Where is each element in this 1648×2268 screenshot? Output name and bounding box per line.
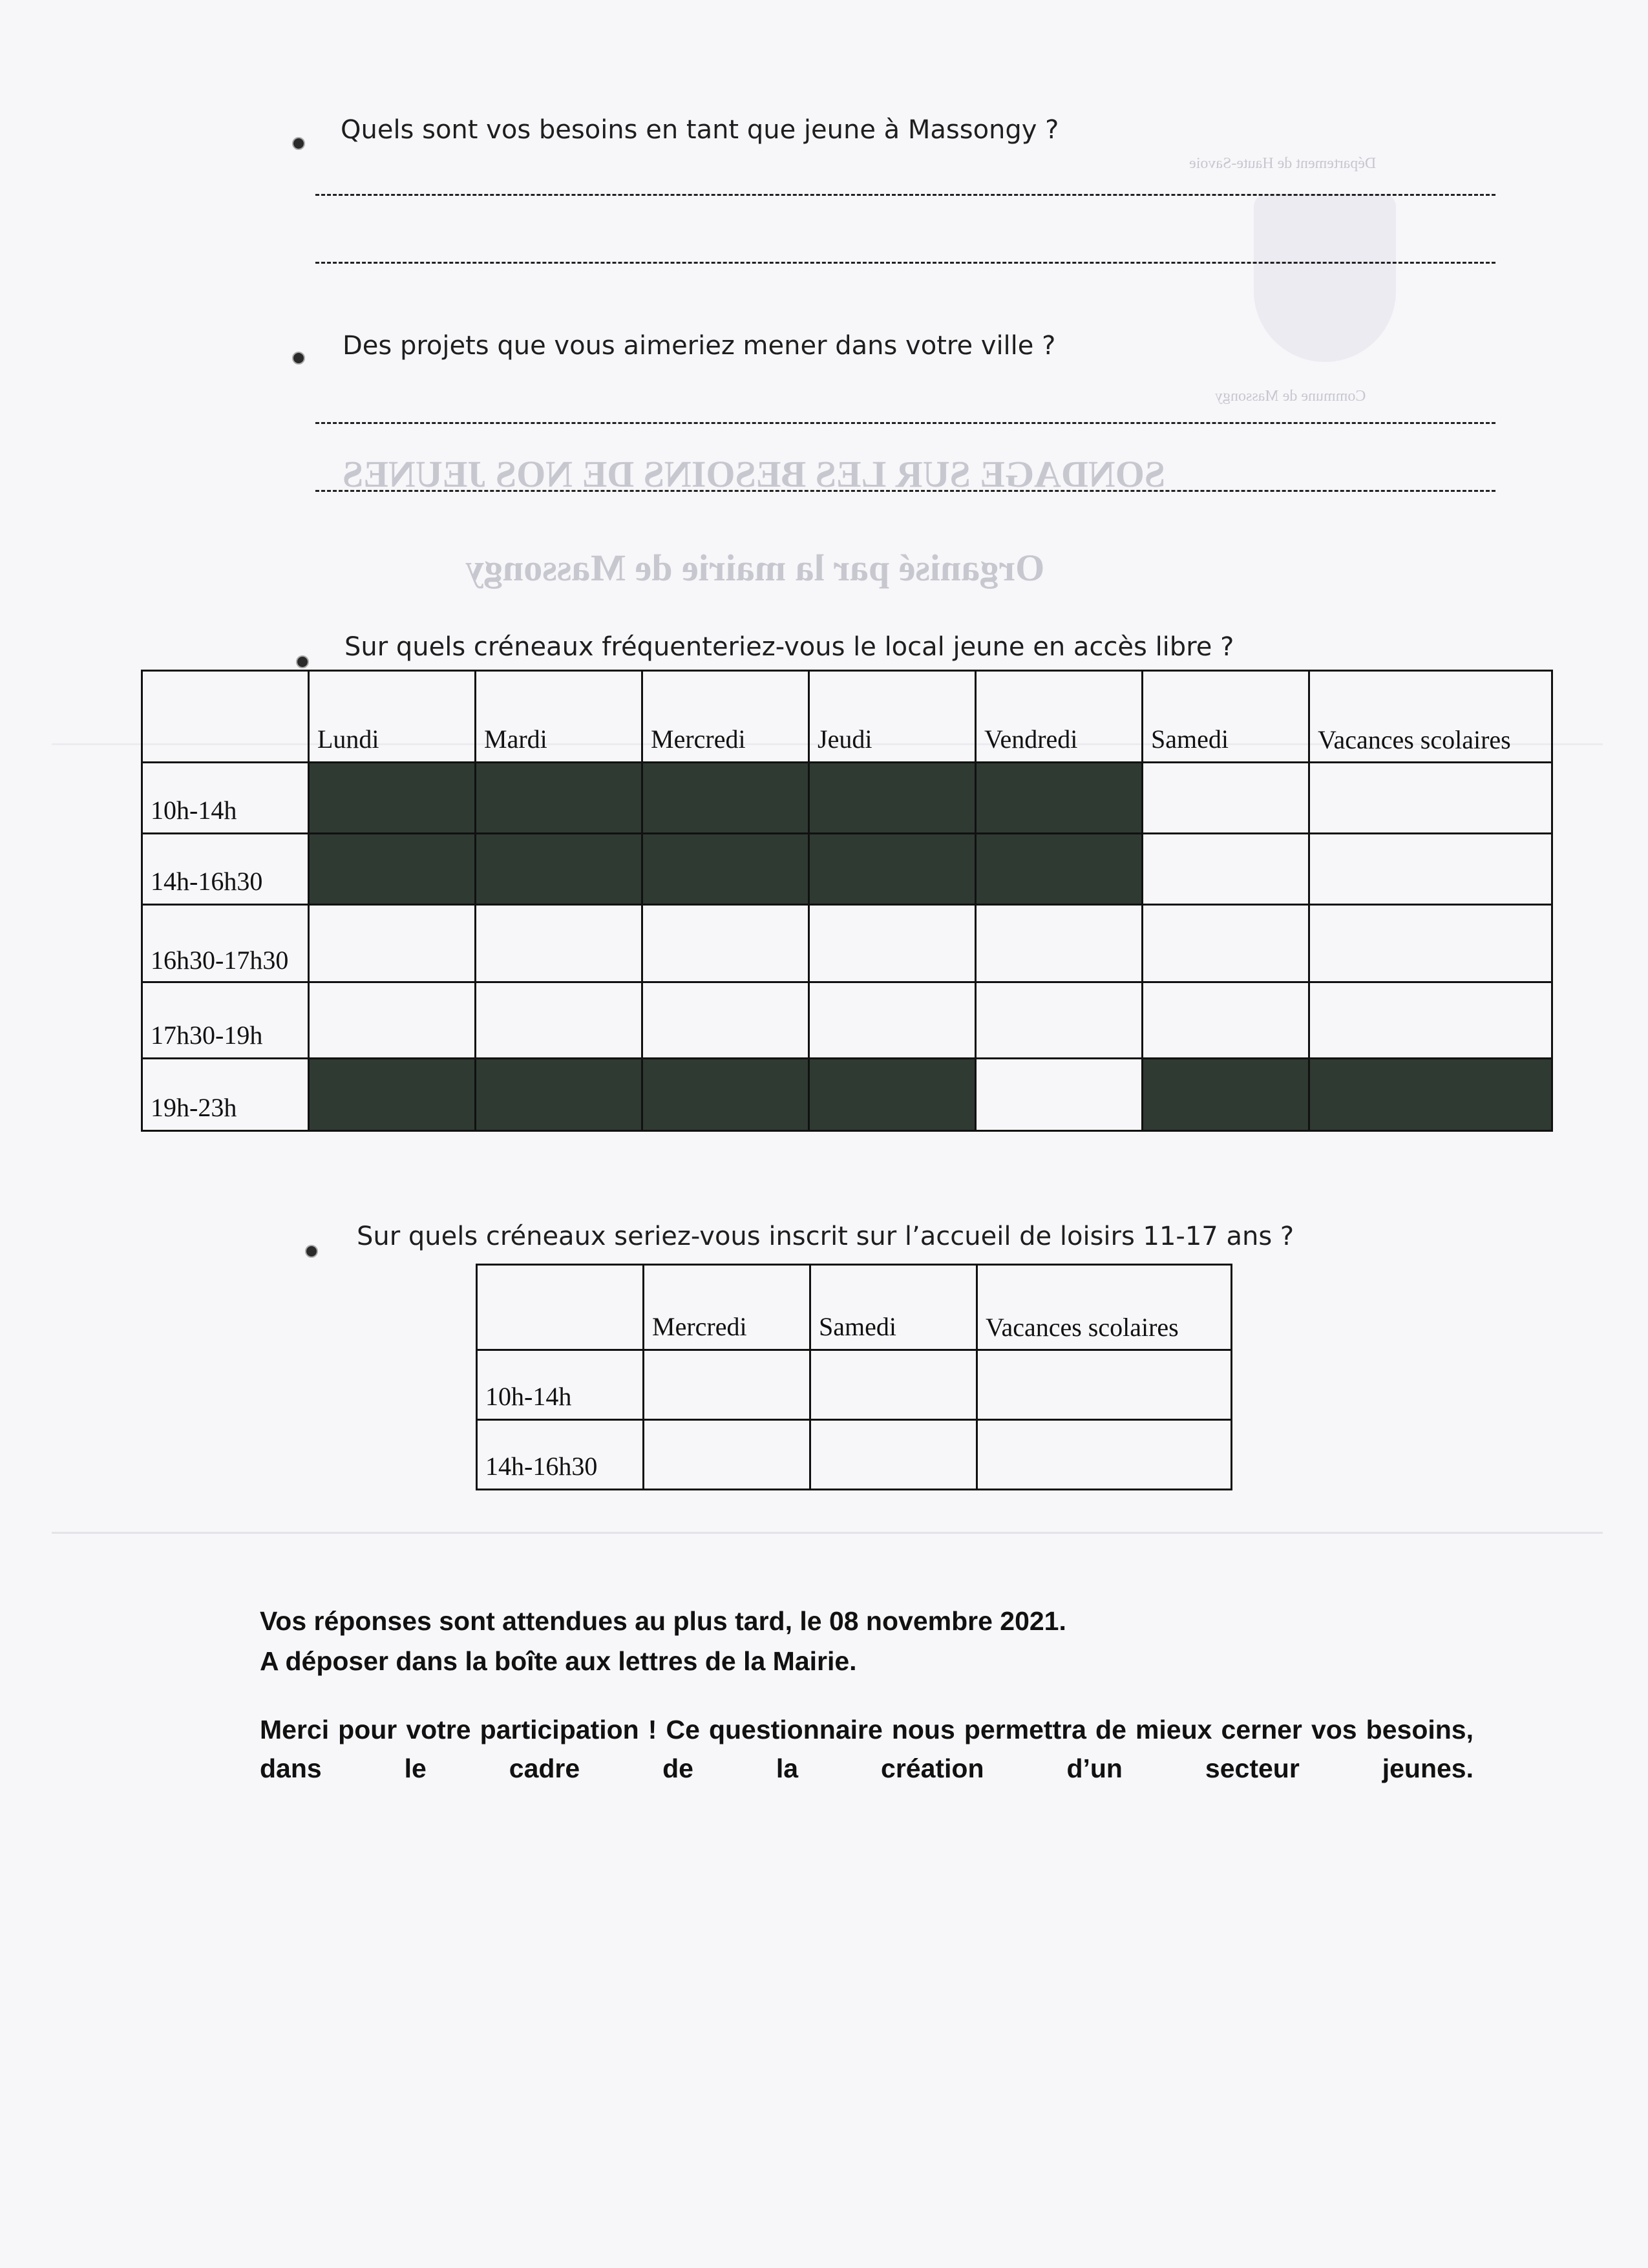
col-header: Mercredi xyxy=(644,1265,810,1350)
slot-cell[interactable] xyxy=(309,982,476,1059)
answer-line-1[interactable] xyxy=(315,194,1495,196)
slot-cell[interactable] xyxy=(309,1059,476,1131)
question-projets: Des projets que vous aimeriez mener dans votre ville ? xyxy=(343,331,1056,361)
row-header: 14h-16h30 xyxy=(142,834,309,905)
bleed-subtitle: Organisé par la mairie de Massongy xyxy=(465,547,1045,589)
question-besoins: Quels sont vos besoins en tant que jeune à Massongy ? xyxy=(341,115,1059,145)
slot-cell[interactable] xyxy=(476,1059,642,1131)
bullet-icon xyxy=(305,1245,318,1258)
slot-cell[interactable] xyxy=(1143,763,1309,834)
slot-cell[interactable] xyxy=(1143,1059,1309,1131)
bullet-icon xyxy=(292,137,305,150)
slot-cell[interactable] xyxy=(644,1350,810,1420)
corner-cell xyxy=(142,671,309,763)
slot-cell[interactable] xyxy=(1309,982,1552,1059)
bullet-icon xyxy=(292,352,305,365)
slot-cell[interactable] xyxy=(809,982,976,1059)
row-header: 10h-14h xyxy=(142,763,309,834)
slot-cell[interactable] xyxy=(809,905,976,982)
col-header: Mardi xyxy=(476,671,642,763)
bleed-commune: Commune de Massongy xyxy=(1215,388,1366,405)
slot-cell[interactable] xyxy=(642,1059,809,1131)
col-header: Vendredi xyxy=(976,671,1143,763)
slot-cell[interactable] xyxy=(976,763,1143,834)
slot-cell[interactable] xyxy=(642,905,809,982)
slot-cell[interactable] xyxy=(976,834,1143,905)
col-header: Samedi xyxy=(810,1265,977,1350)
row-header: 14h-16h30 xyxy=(477,1420,644,1490)
slot-cell[interactable] xyxy=(809,763,976,834)
col-header: Vacances scolaires xyxy=(977,1265,1232,1350)
slot-cell[interactable] xyxy=(644,1420,810,1490)
row-header: 19h-23h xyxy=(142,1059,309,1131)
answer-line-4[interactable] xyxy=(315,490,1495,492)
dropoff-line: A déposer dans la boîte aux lettres de la Mairie. xyxy=(260,1646,857,1676)
slot-cell[interactable] xyxy=(476,905,642,982)
table-local-jeune xyxy=(141,670,1553,1132)
slot-cell[interactable] xyxy=(976,982,1143,1059)
slot-cell[interactable] xyxy=(476,982,642,1059)
slot-cell[interactable] xyxy=(976,905,1143,982)
slot-cell[interactable] xyxy=(1143,834,1309,905)
slot-cell[interactable] xyxy=(1309,1059,1552,1131)
slot-cell[interactable] xyxy=(1143,982,1309,1059)
slot-cell[interactable] xyxy=(976,1059,1143,1131)
bleed-title: SONDAGE SUR LES BESOINS DE NOS JEUNES xyxy=(343,453,1166,495)
slot-cell[interactable] xyxy=(809,834,976,905)
table-accueil-loisirs xyxy=(476,1264,1232,1490)
slot-cell[interactable] xyxy=(977,1350,1232,1420)
row-header: 10h-14h xyxy=(477,1350,644,1420)
slot-cell[interactable] xyxy=(642,982,809,1059)
slot-cell[interactable] xyxy=(309,834,476,905)
slot-cell[interactable] xyxy=(810,1350,977,1420)
slot-cell[interactable] xyxy=(1143,905,1309,982)
row-header: 16h30-17h30 xyxy=(142,905,309,982)
slot-cell[interactable] xyxy=(1309,763,1552,834)
question-accueil-loisirs: Sur quels créneaux seriez-vous inscrit sur l’accueil de loisirs 11-17 ans ? xyxy=(357,1222,1294,1251)
slot-cell[interactable] xyxy=(476,763,642,834)
bleed-dept: Département de Haute-Savoie xyxy=(1189,155,1377,172)
thank-you-paragraph: Merci pour votre participation ! Ce questionnaire nous permettra de mieux cerner vos besoins, dans le cadre de la création d’un secteur jeunes. xyxy=(260,1715,1474,1783)
answer-line-3[interactable] xyxy=(315,422,1495,424)
slot-cell[interactable] xyxy=(476,834,642,905)
col-header: Samedi xyxy=(1143,671,1309,763)
slot-cell[interactable] xyxy=(810,1420,977,1490)
slot-cell[interactable] xyxy=(642,763,809,834)
slot-cell[interactable] xyxy=(977,1420,1232,1490)
col-header: Jeudi xyxy=(809,671,976,763)
bullet-icon xyxy=(296,655,309,668)
slot-cell[interactable] xyxy=(309,905,476,982)
col-header: Vacances scolaires xyxy=(1309,671,1552,763)
deadline-line: Vos réponses sont attendues au plus tard, le 08 novembre 2021. xyxy=(260,1606,1066,1636)
answer-line-2[interactable] xyxy=(315,262,1495,264)
slot-cell[interactable] xyxy=(1309,834,1552,905)
slot-cell[interactable] xyxy=(809,1059,976,1131)
question-local-jeune: Sur quels créneaux fréquenteriez-vous le local jeune en accès libre ? xyxy=(344,632,1234,662)
corner-cell xyxy=(477,1265,644,1350)
paper-fold-line xyxy=(52,1532,1603,1534)
col-header: Lundi xyxy=(309,671,476,763)
slot-cell[interactable] xyxy=(1309,905,1552,982)
slot-cell[interactable] xyxy=(642,834,809,905)
slot-cell[interactable] xyxy=(309,763,476,834)
col-header: Mercredi xyxy=(642,671,809,763)
bleed-crest xyxy=(1254,194,1396,362)
row-header: 17h30-19h xyxy=(142,982,309,1059)
